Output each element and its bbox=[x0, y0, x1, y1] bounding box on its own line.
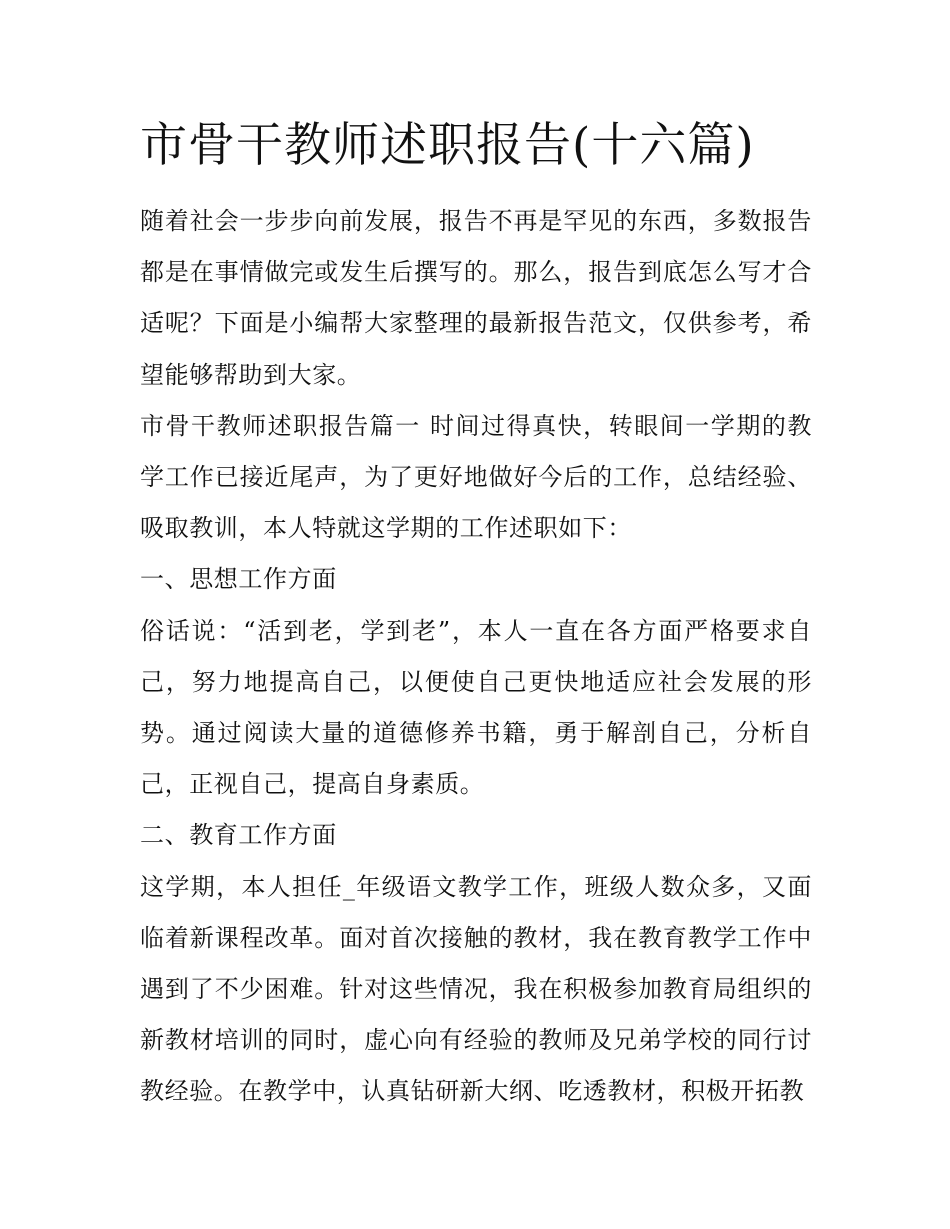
education-paragraph: 这学期，本人担任_年级语文教学工作，班级人数众多，又面临着新课程改革。面对首次接触的教材，我在教育教学工作中遇到了不少困难。针对这些情况，我在积极参加教育局组织的新教材培训的同时，虚心向有经验的教师及兄弟学校的同行讨教经验。在教学中，认真钻研新大纲、吃透教材，积极开拓教 bbox=[140, 872, 812, 1106]
section-heading-education: 二、教育工作方面 bbox=[140, 821, 337, 850]
section-opening-paragraph: 市骨干教师述职报告篇一 时间过得真快，转眼间一学期的教学工作已接近尾声，为了更好地做好今后的工作，总结经验、吸取教训，本人特就这学期的工作述职如下： bbox=[140, 411, 812, 543]
ideology-paragraph: 俗话说：“活到老，学到老”，本人一直在各方面严格要求自己，努力地提高自己，以便使自己更快地适应社会发展的形势。通过阅读大量的道德修养书籍，勇于解剖自己，分析自己，正视自己，提高自身素质。 bbox=[140, 616, 812, 799]
section-heading-ideology: 一、思想工作方面 bbox=[140, 565, 337, 594]
document-title: 市骨干教师述职报告(十六篇) bbox=[140, 118, 755, 173]
intro-paragraph: 随着社会一步步向前发展，报告不再是罕见的东西，多数报告都是在事情做完或发生后撰写的。那么，报告到底怎么写才合适呢？下面是小编帮大家整理的最新报告范文，仅供参考，希望能够帮助到大家。 bbox=[140, 207, 812, 389]
document-body bbox=[140, 196, 812, 1118]
